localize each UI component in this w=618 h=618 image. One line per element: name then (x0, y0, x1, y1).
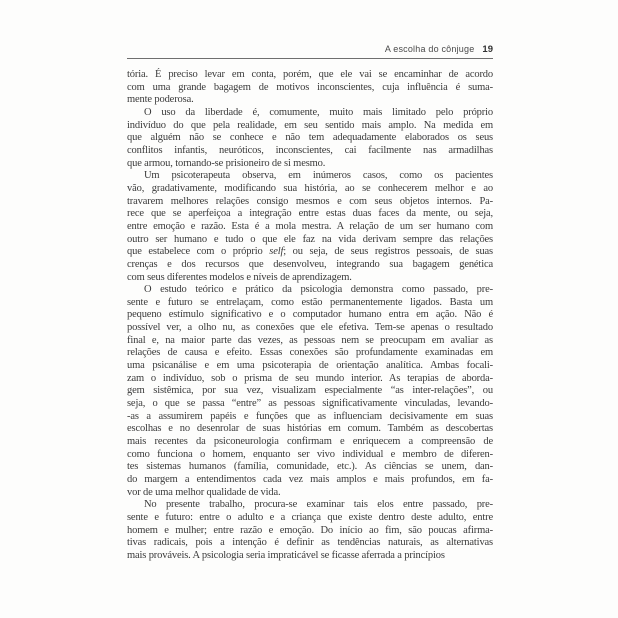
text-line: sente e futuro: entre o adulto e a criança que existe dentro deste adulto, entre (127, 511, 493, 523)
text-line: entre emoção e razão. Esta é a mola mestra. A relação de um ser humano com (127, 220, 493, 232)
paragraph (127, 499, 493, 562)
text-line: pequeno estímulo significativo e o computador humano entra em ação. Não é (127, 309, 493, 321)
paragraph (127, 69, 493, 107)
text-line: tes sistemas humanos (família, comunidade, etc.). As ciências se unem, dan- (127, 461, 493, 473)
text-line: como funciona o homem, enquanto ser vivo individual e membro de diferen- (127, 448, 493, 460)
text-line: rece que se aperfeiçoa a integração entre estas duas faces da mente, ou seja, (127, 208, 493, 220)
text-line: O uso da liberdade é, comumente, muito mais limitado pelo próprio (144, 106, 493, 118)
text-line: zam o indivíduo, sob o prisma de seu mundo interior. As terapias de aborda- (127, 372, 493, 384)
text-line: final e, na maior parte das vezes, as pessoas nem se preocupam em avaliar as (127, 334, 493, 346)
paragraph (127, 170, 493, 284)
text-line: crenças e dos recursos que desenvolveu, integrando sua bagagem genética (127, 258, 493, 270)
text-line: Um psicoterapeuta observa, em inúmeros casos, como os pacientes (144, 170, 493, 182)
text-line: O estudo teórico e prático da psicologia demonstra como passado, pre- (144, 284, 493, 296)
text-line: sente e futuro se entrelaçam, como estão permanentemente ligados. Basta um (127, 296, 493, 308)
text-line: tória. É preciso levar em conta, porém, que ele vai se encaminhar de acordo (127, 69, 493, 80)
text-line: tivas radicais, pois a intenção é definir as tendências naturais, as alternativas (127, 537, 493, 549)
text-column (127, 0, 493, 563)
text-line: possível ver, a olho nu, as conexões que ele efetiva. Tem-se apenas o resultado (127, 322, 493, 334)
page-body (127, 69, 493, 563)
text-line: mais prováveis. A psicologia seria impraticável se ficasse aferrada a princípios (127, 549, 445, 561)
text-line: indivíduo do que pela realidade, em seu sentido mais amplo. Na medida em (127, 119, 493, 131)
running-head-title: A escolha do cônjuge (384, 44, 475, 54)
text-line: relações de causa e efeito. Essas conexões são profundamente examinadas em (127, 347, 493, 359)
text-line: vão, gradativamente, modificando sua história, ao se conhecerem melhor e ao (127, 182, 493, 194)
text-line: que estabelece com o próprio self; ou seja, de seus registros pessoais, de suas (127, 246, 493, 258)
text-line: com seus diferentes modelos e níveis de aprendizagem. (127, 271, 352, 283)
page-number: 19 (482, 44, 493, 55)
text-line: mente poderosa. (127, 94, 194, 106)
text-line: vor de uma melhor qualidade de vida. (127, 486, 281, 498)
text-line: que alguém não se conhece e não tem adequadamente elaborados os seus (127, 132, 493, 144)
text-line: com uma grande bagagem de motivos inconscientes, cuja influência é suma- (127, 81, 493, 93)
paragraph (127, 284, 493, 499)
text-line: No presente trabalho, procura-se examinar tais elos entre passado, pre- (144, 499, 493, 511)
text-line: que armou, tornando-se prisioneiro de si mesmo. (127, 157, 326, 169)
text-line: conflitos infantis, neuróticos, inconscientes, cai facilmente nas armadilhas (127, 144, 493, 156)
text-line: travarem melhores relações consigo mesmos e com seus objetos internos. Pa- (127, 195, 493, 207)
text-line: homem e mulher; entre razão e emoção. Do início ao fim, são poucas afirma- (127, 524, 493, 536)
text-line: mais recentes da psiconeurologia confirmam e enriquecem a compreensão de (127, 436, 493, 448)
paragraph (127, 107, 493, 170)
text-line: seja, o que se passa “entre” as pessoas significativamente vinculadas, levando- (127, 398, 493, 410)
text-line: gem sistêmica, por sua vez, visualizam especialmente “as inter-relações”, ou (127, 385, 493, 397)
text-line: escolhas e no desenrolar de suas histórias em comum. Também as descobertas (127, 423, 493, 435)
text-line: do margem a entendimentos cada vez mais amplos e mais profundos, em fa- (127, 474, 493, 485)
italic-term: self (269, 246, 284, 258)
text-line: -as a assumirem papéis e funções que as influenciam decisivamente em suas (127, 410, 493, 422)
page-header (127, 44, 493, 59)
text-line: outro ser humano e tudo o que ele faz na vida derivam sempre das relações (127, 233, 493, 245)
text-line: uma psicanálise e em uma psicoterapia de orientação analítica. Ambas focali- (127, 360, 493, 372)
